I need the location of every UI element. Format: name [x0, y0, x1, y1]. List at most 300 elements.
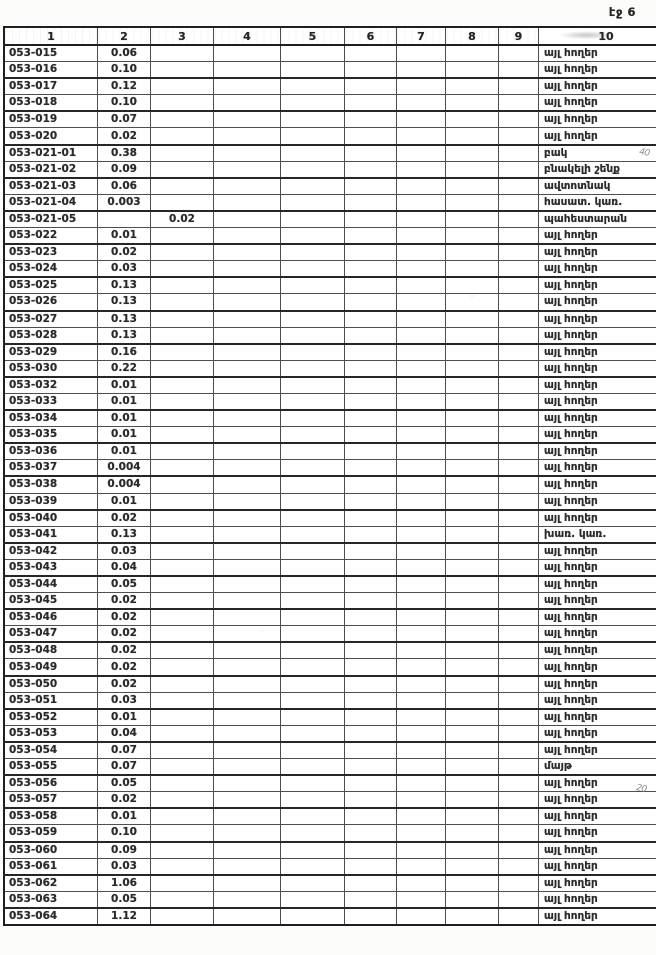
value-cell [397, 676, 446, 693]
value-cell [281, 526, 345, 543]
table-row [4, 410, 656, 427]
value-cell [397, 626, 446, 643]
value-cell [151, 476, 214, 493]
value-cell [499, 211, 539, 228]
value-cell [151, 659, 214, 676]
value-cell [397, 908, 446, 925]
value-cell: 0.22 [98, 360, 151, 377]
value-cell [397, 609, 446, 626]
value-cell [397, 493, 446, 510]
value-cell [499, 460, 539, 477]
table-row [4, 327, 656, 344]
value-cell: 0.09 [98, 161, 151, 178]
value-cell [281, 692, 345, 709]
land-type-cell: այլ հողեր [539, 692, 656, 709]
land-type-cell: այլ հողեր [539, 825, 656, 842]
parcel-code-cell: 053-045 [4, 593, 98, 610]
page-number: էջ 6 [608, 5, 636, 19]
value-cell [397, 460, 446, 477]
value-cell [281, 576, 345, 593]
parcel-code-cell: 053-021-03 [4, 178, 98, 195]
value-cell [345, 294, 397, 311]
value-cell: 0.004 [98, 476, 151, 493]
value-cell [446, 244, 499, 261]
table-row [4, 609, 656, 626]
value-cell [345, 62, 397, 79]
value-cell [397, 825, 446, 842]
value-cell [281, 443, 345, 460]
land-type-cell: այլ հողեր [539, 45, 656, 62]
value-cell [345, 742, 397, 759]
land-type-cell: այլ հողեր [539, 792, 656, 809]
value-cell [151, 759, 214, 776]
parcel-code-cell: 053-052 [4, 709, 98, 726]
value-cell [214, 709, 281, 726]
value-cell: 0.03 [98, 858, 151, 875]
table-row [4, 360, 656, 377]
value-cell [345, 875, 397, 892]
value-cell [281, 393, 345, 410]
value-cell [281, 327, 345, 344]
value-cell [214, 493, 281, 510]
value-cell [281, 45, 345, 62]
parcel-code-cell: 053-064 [4, 908, 98, 925]
value-cell [151, 393, 214, 410]
land-type-cell: հասատ. կառ. [539, 194, 656, 211]
value-cell [151, 128, 214, 145]
value-cell [214, 344, 281, 361]
parcel-code-cell: 053-060 [4, 842, 98, 859]
parcel-code-cell: 053-034 [4, 410, 98, 427]
value-cell [345, 808, 397, 825]
value-cell [281, 62, 345, 79]
value-cell: 0.04 [98, 725, 151, 742]
value-cell [281, 875, 345, 892]
parcel-code-cell: 053-015 [4, 45, 98, 62]
table-row [4, 311, 656, 328]
parcel-code-cell: 053-058 [4, 808, 98, 825]
value-cell [281, 277, 345, 294]
value-cell [281, 78, 345, 95]
value-cell [151, 626, 214, 643]
value-cell [345, 891, 397, 908]
value-cell [345, 128, 397, 145]
value-cell [499, 593, 539, 610]
value-cell [281, 178, 345, 195]
value-cell [499, 277, 539, 294]
value-cell [214, 427, 281, 444]
table-row [4, 476, 656, 493]
value-cell: 0.10 [98, 95, 151, 112]
value-cell [345, 178, 397, 195]
value-cell [446, 443, 499, 460]
land-parcel-table [3, 26, 656, 926]
value-cell [397, 244, 446, 261]
value-cell [446, 659, 499, 676]
value-cell [345, 775, 397, 792]
value-cell [214, 476, 281, 493]
value-cell [345, 393, 397, 410]
value-cell [281, 294, 345, 311]
value-cell [345, 228, 397, 245]
land-type-cell: այլ հողեր [539, 808, 656, 825]
table-row [4, 344, 656, 361]
parcel-code-cell: 053-053 [4, 725, 98, 742]
table-row [4, 228, 656, 245]
value-cell: 1.06 [98, 875, 151, 892]
value-cell [446, 161, 499, 178]
value-cell [151, 875, 214, 892]
value-cell [499, 228, 539, 245]
value-cell: 0.003 [98, 194, 151, 211]
value-cell: 0.02 [98, 792, 151, 809]
value-cell [345, 908, 397, 925]
value-cell [214, 111, 281, 128]
value-cell [499, 775, 539, 792]
value-cell [345, 609, 397, 626]
value-cell [214, 725, 281, 742]
parcel-code-cell: 053-019 [4, 111, 98, 128]
parcel-code-cell: 053-056 [4, 775, 98, 792]
value-cell [397, 642, 446, 659]
handwritten-margin-note: 20 [635, 783, 648, 795]
value-cell: 0.13 [98, 277, 151, 294]
value-cell [446, 377, 499, 394]
value-cell [214, 609, 281, 626]
value-cell [281, 891, 345, 908]
value-cell [397, 377, 446, 394]
value-cell: 0.10 [98, 825, 151, 842]
value-cell: 0.38 [98, 145, 151, 162]
table-row [4, 891, 656, 908]
value-cell [397, 161, 446, 178]
value-cell: 0.13 [98, 327, 151, 344]
value-cell [397, 725, 446, 742]
value-cell [214, 526, 281, 543]
value-cell [446, 858, 499, 875]
value-cell [499, 327, 539, 344]
value-cell: 0.03 [98, 692, 151, 709]
value-cell [281, 228, 345, 245]
land-type-cell: այլ հողեր [539, 593, 656, 610]
value-cell [345, 261, 397, 278]
parcel-code-cell: 053-059 [4, 825, 98, 842]
value-cell [281, 759, 345, 776]
value-cell [214, 194, 281, 211]
value-cell [499, 393, 539, 410]
value-cell: 0.06 [98, 45, 151, 62]
value-cell [151, 277, 214, 294]
value-cell [345, 493, 397, 510]
value-cell [214, 294, 281, 311]
table-row [4, 759, 656, 776]
parcel-code-cell: 053-054 [4, 742, 98, 759]
value-cell [151, 908, 214, 925]
parcel-code-cell: 053-033 [4, 393, 98, 410]
table-header [4, 27, 656, 45]
parcel-code-cell: 053-021-01 [4, 145, 98, 162]
land-type-cell: բնակելի շենք [539, 161, 656, 178]
parcel-code-cell: 053-036 [4, 443, 98, 460]
value-cell [151, 95, 214, 112]
table-row [4, 676, 656, 693]
value-cell [281, 360, 345, 377]
value-cell [151, 858, 214, 875]
parcel-code-cell: 053-016 [4, 62, 98, 79]
value-cell [446, 559, 499, 576]
parcel-code-cell: 053-020 [4, 128, 98, 145]
table-row [4, 194, 656, 211]
value-cell [446, 393, 499, 410]
value-cell [151, 62, 214, 79]
table-row [4, 526, 656, 543]
value-cell [446, 261, 499, 278]
table-row [4, 775, 656, 792]
table-row [4, 178, 656, 195]
parcel-code-cell: 053-026 [4, 294, 98, 311]
value-cell [446, 294, 499, 311]
value-cell [397, 360, 446, 377]
value-cell [345, 244, 397, 261]
land-type-cell: ավտոտնակ [539, 178, 656, 195]
value-cell [499, 111, 539, 128]
land-type-cell: մայթ [539, 759, 656, 776]
value-cell [446, 709, 499, 726]
parcel-code-cell: 053-021-02 [4, 161, 98, 178]
value-cell [151, 609, 214, 626]
parcel-code-cell: 053-041 [4, 526, 98, 543]
value-cell [446, 211, 499, 228]
value-cell [446, 526, 499, 543]
value-cell [345, 161, 397, 178]
parcel-code-cell: 053-040 [4, 510, 98, 527]
land-type-cell: այլ հողեր [539, 460, 656, 477]
value-cell: 0.01 [98, 427, 151, 444]
land-type-cell: խառ. կառ. [539, 526, 656, 543]
value-cell [151, 775, 214, 792]
parcel-code-cell: 053-032 [4, 377, 98, 394]
value-cell [345, 759, 397, 776]
land-type-cell: այլ հողեր [539, 228, 656, 245]
value-cell [214, 825, 281, 842]
value-cell [446, 842, 499, 859]
value-cell: 0.02 [98, 626, 151, 643]
value-cell [499, 576, 539, 593]
value-cell [214, 360, 281, 377]
value-cell [151, 692, 214, 709]
value-cell [214, 559, 281, 576]
value-cell [397, 111, 446, 128]
table-row [4, 792, 656, 809]
value-cell [446, 178, 499, 195]
table-row [4, 460, 656, 477]
value-cell [345, 460, 397, 477]
column-header: 7 [397, 27, 446, 45]
value-cell [151, 311, 214, 328]
value-cell: 0.03 [98, 543, 151, 560]
parcel-code-cell: 053-050 [4, 676, 98, 693]
land-type-cell: այլ հողեր [539, 327, 656, 344]
value-cell [151, 161, 214, 178]
table-row [4, 842, 656, 859]
value-cell [499, 45, 539, 62]
value-cell: 0.01 [98, 808, 151, 825]
value-cell [499, 759, 539, 776]
value-cell [397, 145, 446, 162]
value-cell [345, 642, 397, 659]
value-cell [397, 95, 446, 112]
value-cell [281, 725, 345, 742]
value-cell [345, 659, 397, 676]
land-type-cell: այլ հողեր [539, 78, 656, 95]
table-row [4, 626, 656, 643]
value-cell [446, 875, 499, 892]
table-row [4, 294, 656, 311]
parcel-code-cell: 053-028 [4, 327, 98, 344]
parcel-code-cell: 053-042 [4, 543, 98, 560]
value-cell [499, 709, 539, 726]
value-cell [151, 427, 214, 444]
column-header: 3 [151, 27, 214, 45]
value-cell [499, 808, 539, 825]
value-cell [214, 626, 281, 643]
value-cell [281, 510, 345, 527]
value-cell [446, 460, 499, 477]
value-cell [499, 626, 539, 643]
value-cell [151, 178, 214, 195]
value-cell [214, 62, 281, 79]
value-cell [214, 393, 281, 410]
value-cell [397, 692, 446, 709]
value-cell [446, 510, 499, 527]
value-cell [151, 792, 214, 809]
value-cell [214, 659, 281, 676]
value-cell [446, 676, 499, 693]
value-cell [446, 725, 499, 742]
value-cell [397, 294, 446, 311]
value-cell: 0.05 [98, 775, 151, 792]
table-row [4, 62, 656, 79]
value-cell [345, 576, 397, 593]
table-row [4, 593, 656, 610]
value-cell [499, 692, 539, 709]
value-cell [499, 825, 539, 842]
value-cell [446, 45, 499, 62]
value-cell [281, 344, 345, 361]
table-body [4, 45, 656, 925]
parcel-code-cell: 053-046 [4, 609, 98, 626]
value-cell [151, 543, 214, 560]
value-cell [499, 676, 539, 693]
value-cell [397, 659, 446, 676]
table-row [4, 510, 656, 527]
value-cell [499, 95, 539, 112]
value-cell: 0.07 [98, 742, 151, 759]
value-cell [345, 709, 397, 726]
land-type-cell: այլ հողեր [539, 510, 656, 527]
value-cell [214, 95, 281, 112]
value-cell [446, 327, 499, 344]
value-cell [214, 377, 281, 394]
value-cell [345, 543, 397, 560]
value-cell [281, 476, 345, 493]
value-cell [151, 576, 214, 593]
value-cell: 0.01 [98, 493, 151, 510]
value-cell [151, 510, 214, 527]
value-cell [151, 676, 214, 693]
value-cell [281, 543, 345, 560]
land-type-cell: այլ հողեր [539, 476, 656, 493]
value-cell [281, 825, 345, 842]
value-cell [151, 808, 214, 825]
parcel-code-cell: 053-030 [4, 360, 98, 377]
parcel-code-cell: 053-023 [4, 244, 98, 261]
value-cell [499, 908, 539, 925]
value-cell [151, 377, 214, 394]
value-cell [397, 842, 446, 859]
land-type-cell: այլ հողեր [539, 128, 656, 145]
value-cell [446, 759, 499, 776]
value-cell [345, 377, 397, 394]
parcel-code-cell: 053-029 [4, 344, 98, 361]
value-cell [499, 476, 539, 493]
table-row [4, 559, 656, 576]
parcel-code-cell: 053-021-04 [4, 194, 98, 211]
table-row [4, 692, 656, 709]
value-cell: 0.04 [98, 559, 151, 576]
value-cell [214, 311, 281, 328]
value-cell [281, 626, 345, 643]
value-cell [281, 559, 345, 576]
value-cell [151, 559, 214, 576]
value-cell [397, 427, 446, 444]
value-cell [499, 609, 539, 626]
value-cell [446, 908, 499, 925]
table-row [4, 543, 656, 560]
value-cell: 0.16 [98, 344, 151, 361]
value-cell [446, 493, 499, 510]
value-cell [397, 410, 446, 427]
parcel-code-cell: 053-063 [4, 891, 98, 908]
parcel-code-cell: 053-049 [4, 659, 98, 676]
value-cell [151, 443, 214, 460]
table-row [4, 377, 656, 394]
table-row [4, 161, 656, 178]
value-cell [151, 709, 214, 726]
value-cell [151, 593, 214, 610]
parcel-code-cell: 053-048 [4, 642, 98, 659]
value-cell [214, 792, 281, 809]
parcel-code-cell: 053-062 [4, 875, 98, 892]
value-cell [281, 427, 345, 444]
value-cell [446, 78, 499, 95]
value-cell [397, 775, 446, 792]
value-cell [151, 725, 214, 742]
value-cell [499, 311, 539, 328]
value-cell [446, 194, 499, 211]
value-cell [446, 427, 499, 444]
value-cell [281, 808, 345, 825]
table-row [4, 393, 656, 410]
parcel-code-cell: 053-024 [4, 261, 98, 278]
value-cell [151, 825, 214, 842]
value-cell [499, 642, 539, 659]
value-cell [446, 410, 499, 427]
value-cell [281, 842, 345, 859]
parcel-code-cell: 053-037 [4, 460, 98, 477]
value-cell [281, 642, 345, 659]
land-type-cell: այլ հողեր [539, 62, 656, 79]
